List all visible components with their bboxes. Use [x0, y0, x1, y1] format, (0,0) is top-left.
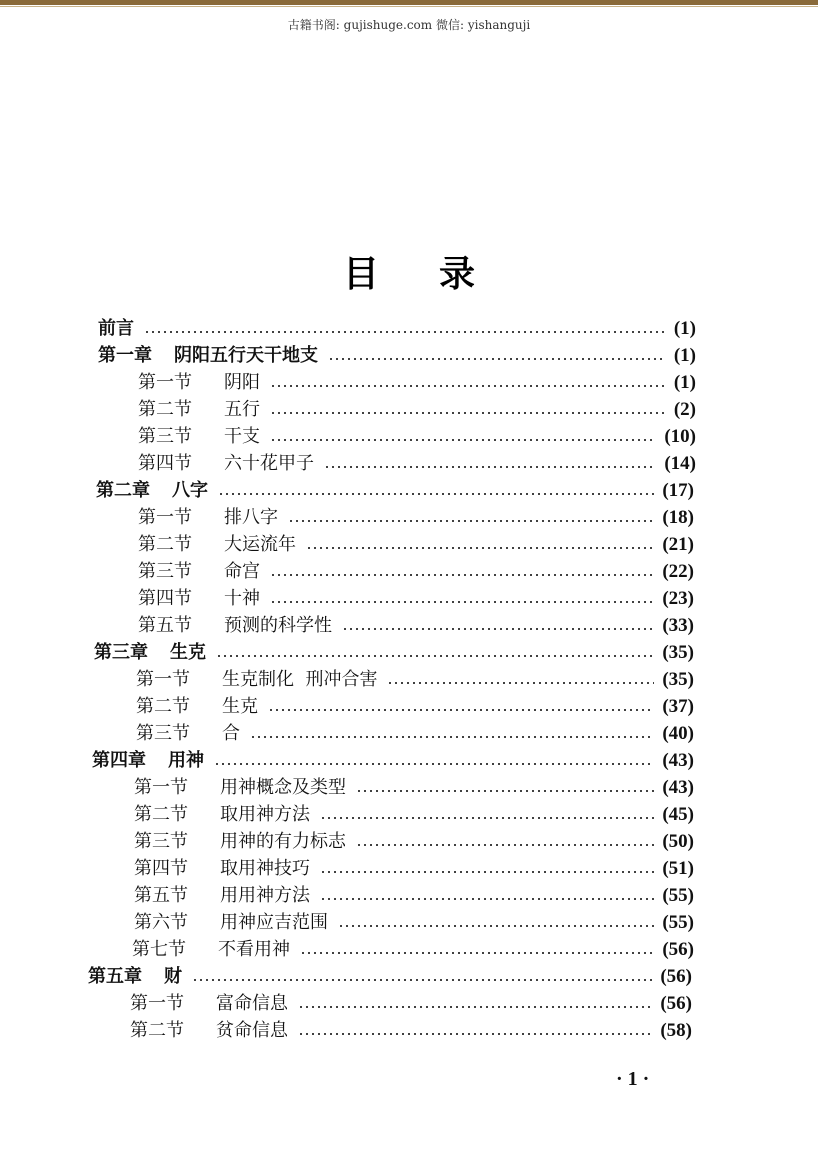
chapter-title: 阴阳五行天干地支 — [174, 345, 318, 366]
toc-page-number: (56) — [662, 939, 694, 960]
page-title: 目录 — [342, 254, 535, 295]
toc-label — [130, 1018, 288, 1044]
toc-section-row[interactable] — [136, 721, 694, 747]
toc-label — [138, 586, 260, 612]
section-title: 用用神方法 — [220, 885, 310, 906]
section-number: 第一节 — [138, 507, 192, 528]
section-number: 第一节 — [136, 669, 190, 690]
toc-label — [94, 640, 206, 666]
dot-leader — [270, 573, 654, 577]
chapter-number: 第二章 — [96, 480, 150, 501]
toc-section-row[interactable] — [134, 829, 694, 855]
toc-label — [138, 559, 260, 585]
dot-leader — [270, 438, 656, 442]
chapter-number: 第五章 — [88, 966, 142, 987]
toc-label — [136, 667, 377, 693]
section-title: 六十花甲子 — [224, 453, 314, 474]
toc-section-row[interactable] — [130, 991, 692, 1017]
dot-leader — [270, 384, 666, 388]
toc-label — [138, 532, 296, 558]
toc-section-row[interactable] — [134, 856, 694, 882]
section-number: 第三节 — [138, 426, 192, 447]
chapter-title: 前言 — [98, 318, 134, 339]
toc-page-number: (14) — [664, 453, 696, 474]
toc-page-number: (23) — [662, 588, 694, 609]
toc-page-number: (10) — [664, 426, 696, 447]
dot-leader — [192, 978, 652, 982]
dot-leader — [270, 411, 666, 415]
section-number: 第二节 — [138, 399, 192, 420]
section-number: 第一节 — [138, 372, 192, 393]
section-title: 取用神方法 — [220, 804, 310, 825]
toc-page-number: (17) — [662, 480, 694, 501]
toc-page-number: (56) — [660, 966, 692, 987]
toc-section-row[interactable] — [134, 883, 694, 909]
toc-page-number: (18) — [662, 507, 694, 528]
section-title: 用神的有力标志 — [220, 831, 346, 852]
dot-leader — [300, 951, 654, 955]
section-number: 第二节 — [138, 534, 192, 555]
watermark-header: 古籍书阁: gujishuge.com 微信: yishanguji — [287, 18, 531, 32]
dot-leader — [328, 357, 666, 361]
section-number: 第三节 — [136, 723, 190, 744]
dot-leader — [268, 708, 654, 712]
toc-label — [134, 802, 310, 828]
toc-section-row[interactable] — [134, 775, 694, 801]
toc-label — [88, 964, 182, 990]
toc-section-row[interactable] — [138, 586, 694, 612]
section-title: 取用神技巧 — [220, 858, 310, 879]
dot-leader — [387, 681, 654, 685]
toc-section-row[interactable] — [138, 532, 694, 558]
toc-label — [138, 397, 260, 423]
toc-page-number: (50) — [662, 831, 694, 852]
section-number: 第三节 — [134, 831, 188, 852]
section-title: 合 — [222, 723, 240, 744]
section-number: 第四节 — [138, 453, 192, 474]
dot-leader — [324, 465, 656, 469]
dot-leader — [320, 870, 654, 874]
dot-leader — [298, 1005, 652, 1009]
toc-section-row[interactable] — [132, 937, 694, 963]
section-title: 排八字 — [224, 507, 278, 528]
toc-section-row[interactable] — [138, 451, 696, 477]
toc-page-number: (40) — [662, 723, 694, 744]
toc-page-number: (2) — [673, 399, 696, 420]
dot-leader — [218, 492, 654, 496]
toc-label — [138, 370, 260, 396]
section-title: 阴阳 — [224, 372, 260, 393]
toc-label — [96, 478, 208, 504]
toc-label — [134, 775, 346, 801]
dot-leader — [306, 546, 654, 550]
toc-label — [134, 910, 328, 936]
dot-leader — [144, 330, 666, 334]
dot-leader — [216, 654, 654, 658]
toc-label — [98, 343, 318, 369]
section-number: 第二节 — [136, 696, 190, 717]
section-title: 用神概念及类型 — [220, 777, 346, 798]
chapter-number: 第四章 — [92, 750, 146, 771]
page-number: · 1 · — [616, 1068, 650, 1090]
section-number: 第五节 — [134, 885, 188, 906]
section-title: 生克制化 刑冲合害 — [222, 669, 378, 690]
toc-chapter-row[interactable] — [98, 316, 696, 342]
section-title: 大运流年 — [224, 534, 296, 555]
section-title: 富命信息 — [216, 993, 288, 1014]
dot-leader — [356, 789, 654, 793]
toc-section-row[interactable] — [138, 559, 694, 585]
toc-label — [138, 451, 314, 477]
toc-chapter-row[interactable] — [92, 748, 694, 774]
toc-section-row[interactable] — [130, 1018, 692, 1044]
dot-leader — [342, 627, 654, 631]
section-title: 预测的科学性 — [224, 615, 332, 636]
toc-section-row[interactable] — [138, 424, 696, 450]
section-number: 第七节 — [132, 939, 186, 960]
section-number: 第一节 — [130, 993, 184, 1014]
section-number: 第五节 — [138, 615, 192, 636]
toc-section-row[interactable] — [138, 505, 694, 531]
toc-page-number: (33) — [662, 615, 694, 636]
top-border — [0, 0, 818, 5]
section-number: 第一节 — [134, 777, 188, 798]
dot-leader — [250, 735, 654, 739]
toc-page-number: (21) — [662, 534, 694, 555]
dot-leader — [270, 600, 654, 604]
toc-page-number: (1) — [673, 345, 696, 366]
toc-section-row[interactable] — [134, 910, 694, 936]
toc-page-number: (45) — [662, 804, 694, 825]
chapter-title: 八字 — [172, 480, 208, 501]
section-title: 五行 — [224, 399, 260, 420]
toc-page-number: (35) — [662, 642, 694, 663]
section-title: 不看用神 — [218, 939, 290, 960]
toc-label — [92, 748, 204, 774]
toc-section-row[interactable] — [138, 613, 694, 639]
toc-label — [98, 316, 134, 342]
dot-leader — [298, 1032, 652, 1036]
chapter-title: 财 — [164, 966, 182, 987]
section-number: 第四节 — [134, 858, 188, 879]
toc-section-row[interactable] — [138, 370, 696, 396]
section-title: 命宫 — [224, 561, 260, 582]
toc-chapter-row[interactable] — [88, 964, 692, 990]
dot-leader — [214, 762, 654, 766]
chapter-title: 生克 — [170, 642, 206, 663]
toc-label — [136, 721, 240, 747]
section-number: 第二节 — [134, 804, 188, 825]
dot-leader — [288, 519, 654, 523]
toc-page-number: (51) — [662, 858, 694, 879]
toc-page-number: (56) — [660, 993, 692, 1014]
toc-label — [138, 505, 278, 531]
section-number: 第二节 — [130, 1020, 184, 1041]
toc-label — [138, 613, 332, 639]
toc-label — [132, 937, 290, 963]
toc-chapter-row[interactable] — [94, 640, 694, 666]
toc-page-number: (58) — [660, 1020, 692, 1041]
toc-page-number: (43) — [662, 777, 694, 798]
toc-label — [136, 694, 258, 720]
toc-label — [138, 424, 260, 450]
chapter-number: 第一章 — [98, 345, 152, 366]
toc-page-number: (22) — [662, 561, 694, 582]
toc-page-number: (35) — [662, 669, 694, 690]
section-title: 贫命信息 — [216, 1020, 288, 1041]
section-number: 第四节 — [138, 588, 192, 609]
toc-label — [134, 883, 310, 909]
chapter-number: 第三章 — [94, 642, 148, 663]
section-title: 干支 — [224, 426, 260, 447]
dot-leader — [320, 816, 654, 820]
chapter-title: 用神 — [168, 750, 204, 771]
toc-label — [134, 829, 346, 855]
toc-section-row[interactable] — [134, 802, 694, 828]
section-title: 用神应吉范围 — [220, 912, 328, 933]
toc-label — [134, 856, 310, 882]
toc-page-number: (43) — [662, 750, 694, 771]
toc-chapter-row[interactable] — [98, 343, 696, 369]
top-border-thin — [0, 6, 818, 7]
toc-page-number: (1) — [673, 372, 696, 393]
toc-page-number: (37) — [662, 696, 694, 717]
toc-section-row[interactable] — [136, 667, 694, 693]
toc-section-row[interactable] — [138, 397, 696, 423]
dot-leader — [320, 897, 654, 901]
toc-chapter-row[interactable] — [96, 478, 694, 504]
section-title: 十神 — [224, 588, 260, 609]
toc-section-row[interactable] — [136, 694, 694, 720]
dot-leader — [356, 843, 654, 847]
toc-page-number: (55) — [662, 885, 694, 906]
section-title: 生克 — [222, 696, 258, 717]
section-number: 第三节 — [138, 561, 192, 582]
toc-page-number: (55) — [662, 912, 694, 933]
dot-leader — [338, 924, 654, 928]
toc-page-number: (1) — [673, 318, 696, 339]
toc-label — [130, 991, 288, 1017]
section-number: 第六节 — [134, 912, 188, 933]
